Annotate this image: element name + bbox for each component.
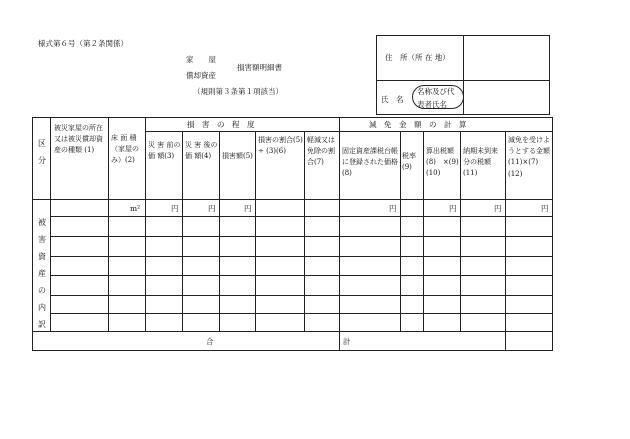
form-number: 様式第６号（第２条関係）	[38, 39, 128, 48]
row-label-char: 内	[38, 303, 46, 312]
header-damage-ratio: 損害の割合(5) ÷ (3)(6)	[258, 136, 303, 156]
title-note: （規則第３条第１項該当）	[193, 87, 283, 96]
unit-yen-before: 円	[171, 204, 179, 213]
title-main: 損害額明細書	[237, 63, 282, 72]
col-kubun-label	[36, 140, 48, 174]
header-reduction-ratio: 軽減又は免除の割合(7)	[307, 136, 335, 167]
header-requested-reduction: 減免を受けようとする金額(11)×(7) (12)	[508, 136, 550, 178]
col-kubun-char-2: 分	[38, 156, 46, 165]
unit-yen-calculated: 円	[449, 204, 457, 213]
unit-yen-unpaid: 円	[494, 204, 502, 213]
row-label-char: の	[38, 286, 46, 295]
total-label-left: 合	[206, 337, 214, 346]
header-floor-area: 床 面 積（家屋のみ）(2)	[111, 134, 139, 165]
row-label-char: 資	[38, 252, 46, 261]
header-value-after: 災 害 後の 価 額(4)	[185, 141, 218, 161]
total-label-right: 計	[343, 337, 351, 346]
row-label-char: 害	[38, 235, 46, 244]
col-kubun-char-1: 区	[38, 139, 46, 148]
header-calculated-tax: 算出税額(8) ×(9)(10)	[426, 147, 459, 178]
row-label-char: 被	[38, 218, 46, 227]
title-house: 家 屋	[186, 55, 216, 64]
header-registered-value: 固定資産課税台帳に登録された価格 (8)	[342, 147, 398, 178]
name-label: 氏 名	[381, 95, 404, 104]
address-label: 住 所（所 在 地）	[385, 53, 450, 62]
header-tax-rate: 税率(9)	[402, 152, 416, 172]
header-damage-amount: 損害額(5)	[222, 152, 253, 160]
name-sub-label-1: 名称及び代	[417, 87, 455, 96]
header-reduction-group: 減 免 金 額 の 計 算	[369, 120, 467, 129]
unit-yen-after: 円	[208, 204, 216, 213]
title-depreciable-assets: 償却資産	[186, 71, 216, 80]
header-unpaid-tax: 納期未到来分の税額 (11)	[463, 147, 498, 178]
row-label-char: 訳	[38, 320, 46, 329]
unit-square-meter: m²	[130, 204, 141, 213]
unit-yen-reduction: 円	[541, 204, 549, 213]
header-value-before: 災 害 前の 価 額(3)	[148, 141, 181, 161]
unit-yen-damage: 円	[244, 204, 252, 213]
name-sub-label-2: 表者氏名	[417, 100, 447, 109]
row-label-char: 産	[38, 269, 46, 278]
unit-yen-registered: 円	[389, 204, 397, 213]
header-type: 被災家屋の所在又は被災償却資産の種類 (1)	[54, 124, 103, 155]
row-label-damaged-assets	[36, 219, 48, 338]
header-damage-group: 損 害 の 程 度	[187, 120, 255, 129]
